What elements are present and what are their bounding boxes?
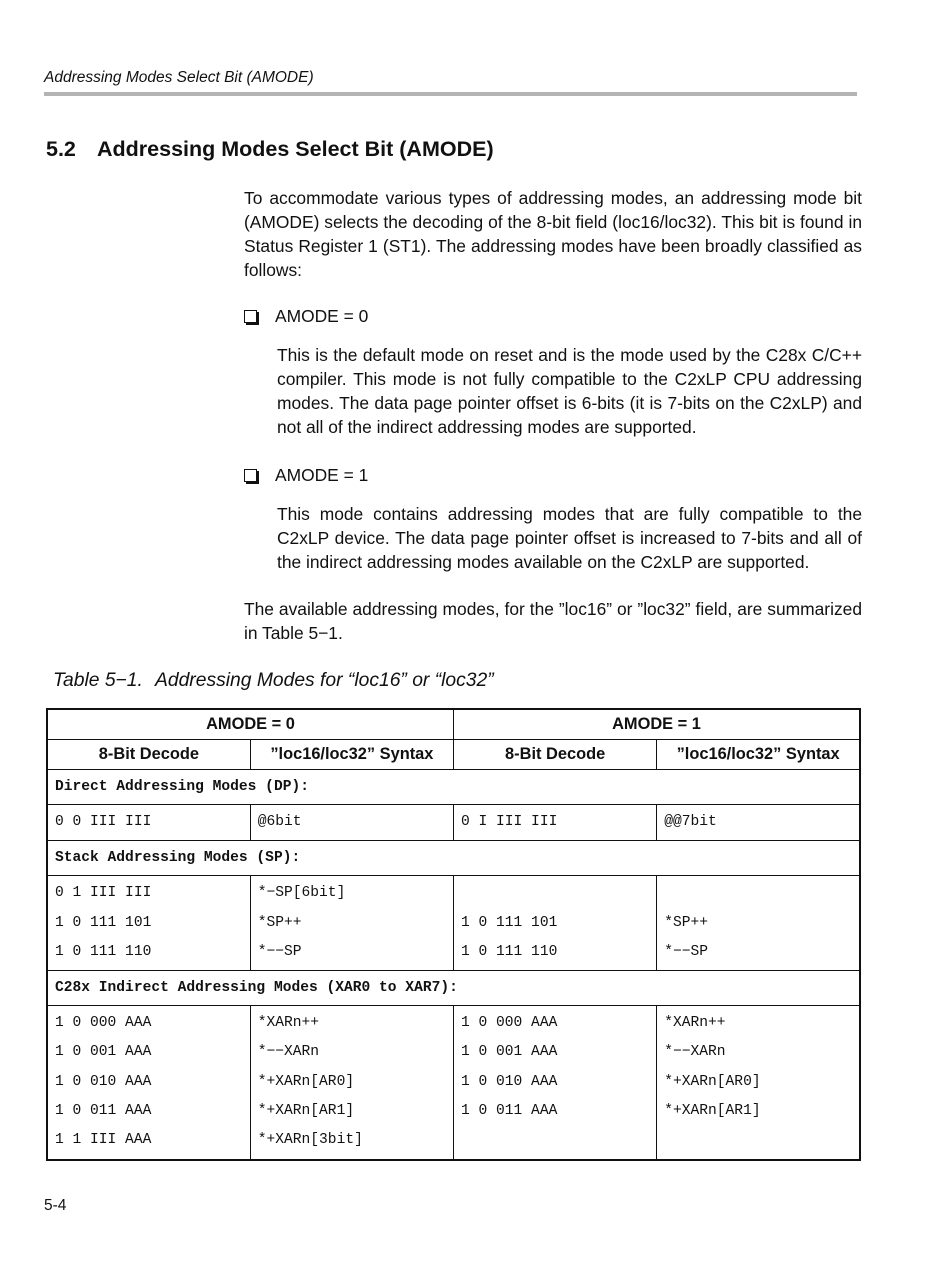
column-header: 8-Bit Decode <box>454 740 657 770</box>
table-group-header-row <box>47 709 860 740</box>
group-header-amode-1: AMODE = 1 <box>454 709 861 740</box>
syntax-value: *−−SP <box>257 943 302 960</box>
bullet-description: This mode contains addressing modes that are fully compatible to the C2xLP device. The data page pointer offset is increased to 7-bits and all of the indirect addressing modes available on the C2xLP are supported. <box>277 504 862 572</box>
decode-value: 1 0 111 101 <box>55 914 152 931</box>
table-row <box>47 876 860 971</box>
decode-value: 1 0 010 AAA <box>55 1073 152 1090</box>
decode-cell <box>454 876 657 971</box>
table-row <box>47 805 860 841</box>
decode-cell <box>454 805 657 841</box>
syntax-value: *+XARn[AR0] <box>257 1073 355 1090</box>
decode-value: 1 1 III AAA <box>55 1132 152 1149</box>
bullet-amode-0 <box>244 304 368 328</box>
addressing-modes-table <box>46 708 861 1161</box>
bullet-label: AMODE = 0 <box>275 306 369 326</box>
syntax-cell <box>250 1006 453 1160</box>
decode-value: 1 0 011 AAA <box>461 1103 558 1120</box>
table-section-title-row <box>47 770 860 805</box>
syntax-value: *−−SP <box>664 943 709 960</box>
section-group-title: C28x Indirect Addressing Modes (XAR0 to XAR7): <box>47 971 860 1006</box>
section-number: 5.2 <box>46 137 76 161</box>
table-section-title-row <box>47 841 860 876</box>
decode-value <box>461 879 650 908</box>
table-column-header-row <box>47 740 860 770</box>
table-section-title-row <box>47 971 860 1006</box>
decode-value: 1 0 111 101 <box>461 914 558 931</box>
column-header: ”loc16/loc32” Syntax <box>250 740 453 770</box>
syntax-value <box>664 1126 853 1155</box>
decode-value: 1 0 000 AAA <box>461 1015 558 1032</box>
bullet-description: This is the default mode on reset and is the mode used by the C28x C/C++ compiler. This mode is not fully compatible to the C2xLP CPU addressing modes. The data page pointer offset is 6-bits (it is 7-bits on the C2xLP) and not all of the indirect addressing modes are supported. <box>277 345 862 437</box>
syntax-cell <box>657 805 860 841</box>
syntax-value: @6bit <box>257 814 302 830</box>
syntax-value: *XARn++ <box>257 1015 320 1032</box>
syntax-value: *+XARn[AR0] <box>664 1073 761 1090</box>
decode-value: 1 0 111 110 <box>55 943 152 960</box>
syntax-value: *+XARn[3bit] <box>257 1132 363 1149</box>
section-title-text: Addressing Modes Select Bit (AMODE) <box>97 137 494 161</box>
syntax-value: *XARn++ <box>664 1015 726 1032</box>
decode-value: 1 0 001 AAA <box>461 1044 558 1061</box>
syntax-value: *SP++ <box>664 914 709 931</box>
decode-cell <box>47 876 250 971</box>
decode-value: 0 I III III <box>461 814 558 830</box>
decode-value: 1 0 010 AAA <box>461 1073 558 1090</box>
checkbox-bullet-icon <box>244 469 257 482</box>
column-header: 8-Bit Decode <box>47 740 250 770</box>
group-header-amode-0: AMODE = 0 <box>47 709 454 740</box>
page-number: 5-4 <box>44 1197 67 1214</box>
decode-value: 1 0 000 AAA <box>55 1015 152 1032</box>
decode-cell <box>454 1006 657 1160</box>
header-rule <box>44 92 857 96</box>
decode-value <box>461 1126 650 1155</box>
syntax-cell <box>250 876 453 971</box>
decode-value: 1 0 001 AAA <box>55 1044 152 1061</box>
syntax-cell <box>657 1006 860 1160</box>
intro-paragraph: To accommodate various types of addressing modes, an addressing mode bit (AMODE) selects the decoding of the 8-bit field (loc16/loc32). This bit is found in Status Register 1 (ST1). The addressing modes have been broadly classified as follows: <box>244 188 862 280</box>
syntax-value: *−SP[6bit] <box>257 885 346 902</box>
syntax-value: *−−XARn <box>257 1044 320 1061</box>
summary-paragraph: The available addressing modes, for the ”loc16” or ”loc32” field, are summarized in Table 5−1. <box>244 599 862 643</box>
syntax-value: *−−XARn <box>664 1044 726 1061</box>
syntax-cell <box>250 805 453 841</box>
decode-value: 0 0 III III <box>55 814 152 830</box>
section-group-title: Stack Addressing Modes (SP): <box>47 841 860 876</box>
bullet-amode-1 <box>244 463 368 487</box>
table-caption-label: Table 5−1. <box>53 670 143 691</box>
column-header: ”loc16/loc32” Syntax <box>657 740 860 770</box>
bullet-label: AMODE = 1 <box>275 465 369 485</box>
syntax-value: *+XARn[AR1] <box>664 1103 761 1120</box>
syntax-cell <box>657 876 860 971</box>
section-group-title: Direct Addressing Modes (DP): <box>47 770 860 805</box>
decode-cell <box>47 1006 250 1160</box>
running-header: Addressing Modes Select Bit (AMODE) <box>44 69 314 86</box>
decode-value: 0 1 III III <box>55 885 152 902</box>
checkbox-bullet-icon <box>244 310 257 323</box>
syntax-value: *SP++ <box>257 914 302 931</box>
table-caption <box>53 670 494 692</box>
table-row <box>47 1006 860 1160</box>
syntax-value: @@7bit <box>664 814 717 830</box>
table-body <box>47 770 860 1160</box>
decode-value: 1 0 111 110 <box>461 943 558 960</box>
syntax-value: *+XARn[AR1] <box>257 1103 355 1120</box>
decode-cell <box>47 805 250 841</box>
section-title <box>46 137 494 162</box>
syntax-value <box>664 879 853 908</box>
decode-value: 1 0 011 AAA <box>55 1103 152 1120</box>
table-caption-title: Addressing Modes for “loc16” or “loc32” <box>155 670 494 691</box>
